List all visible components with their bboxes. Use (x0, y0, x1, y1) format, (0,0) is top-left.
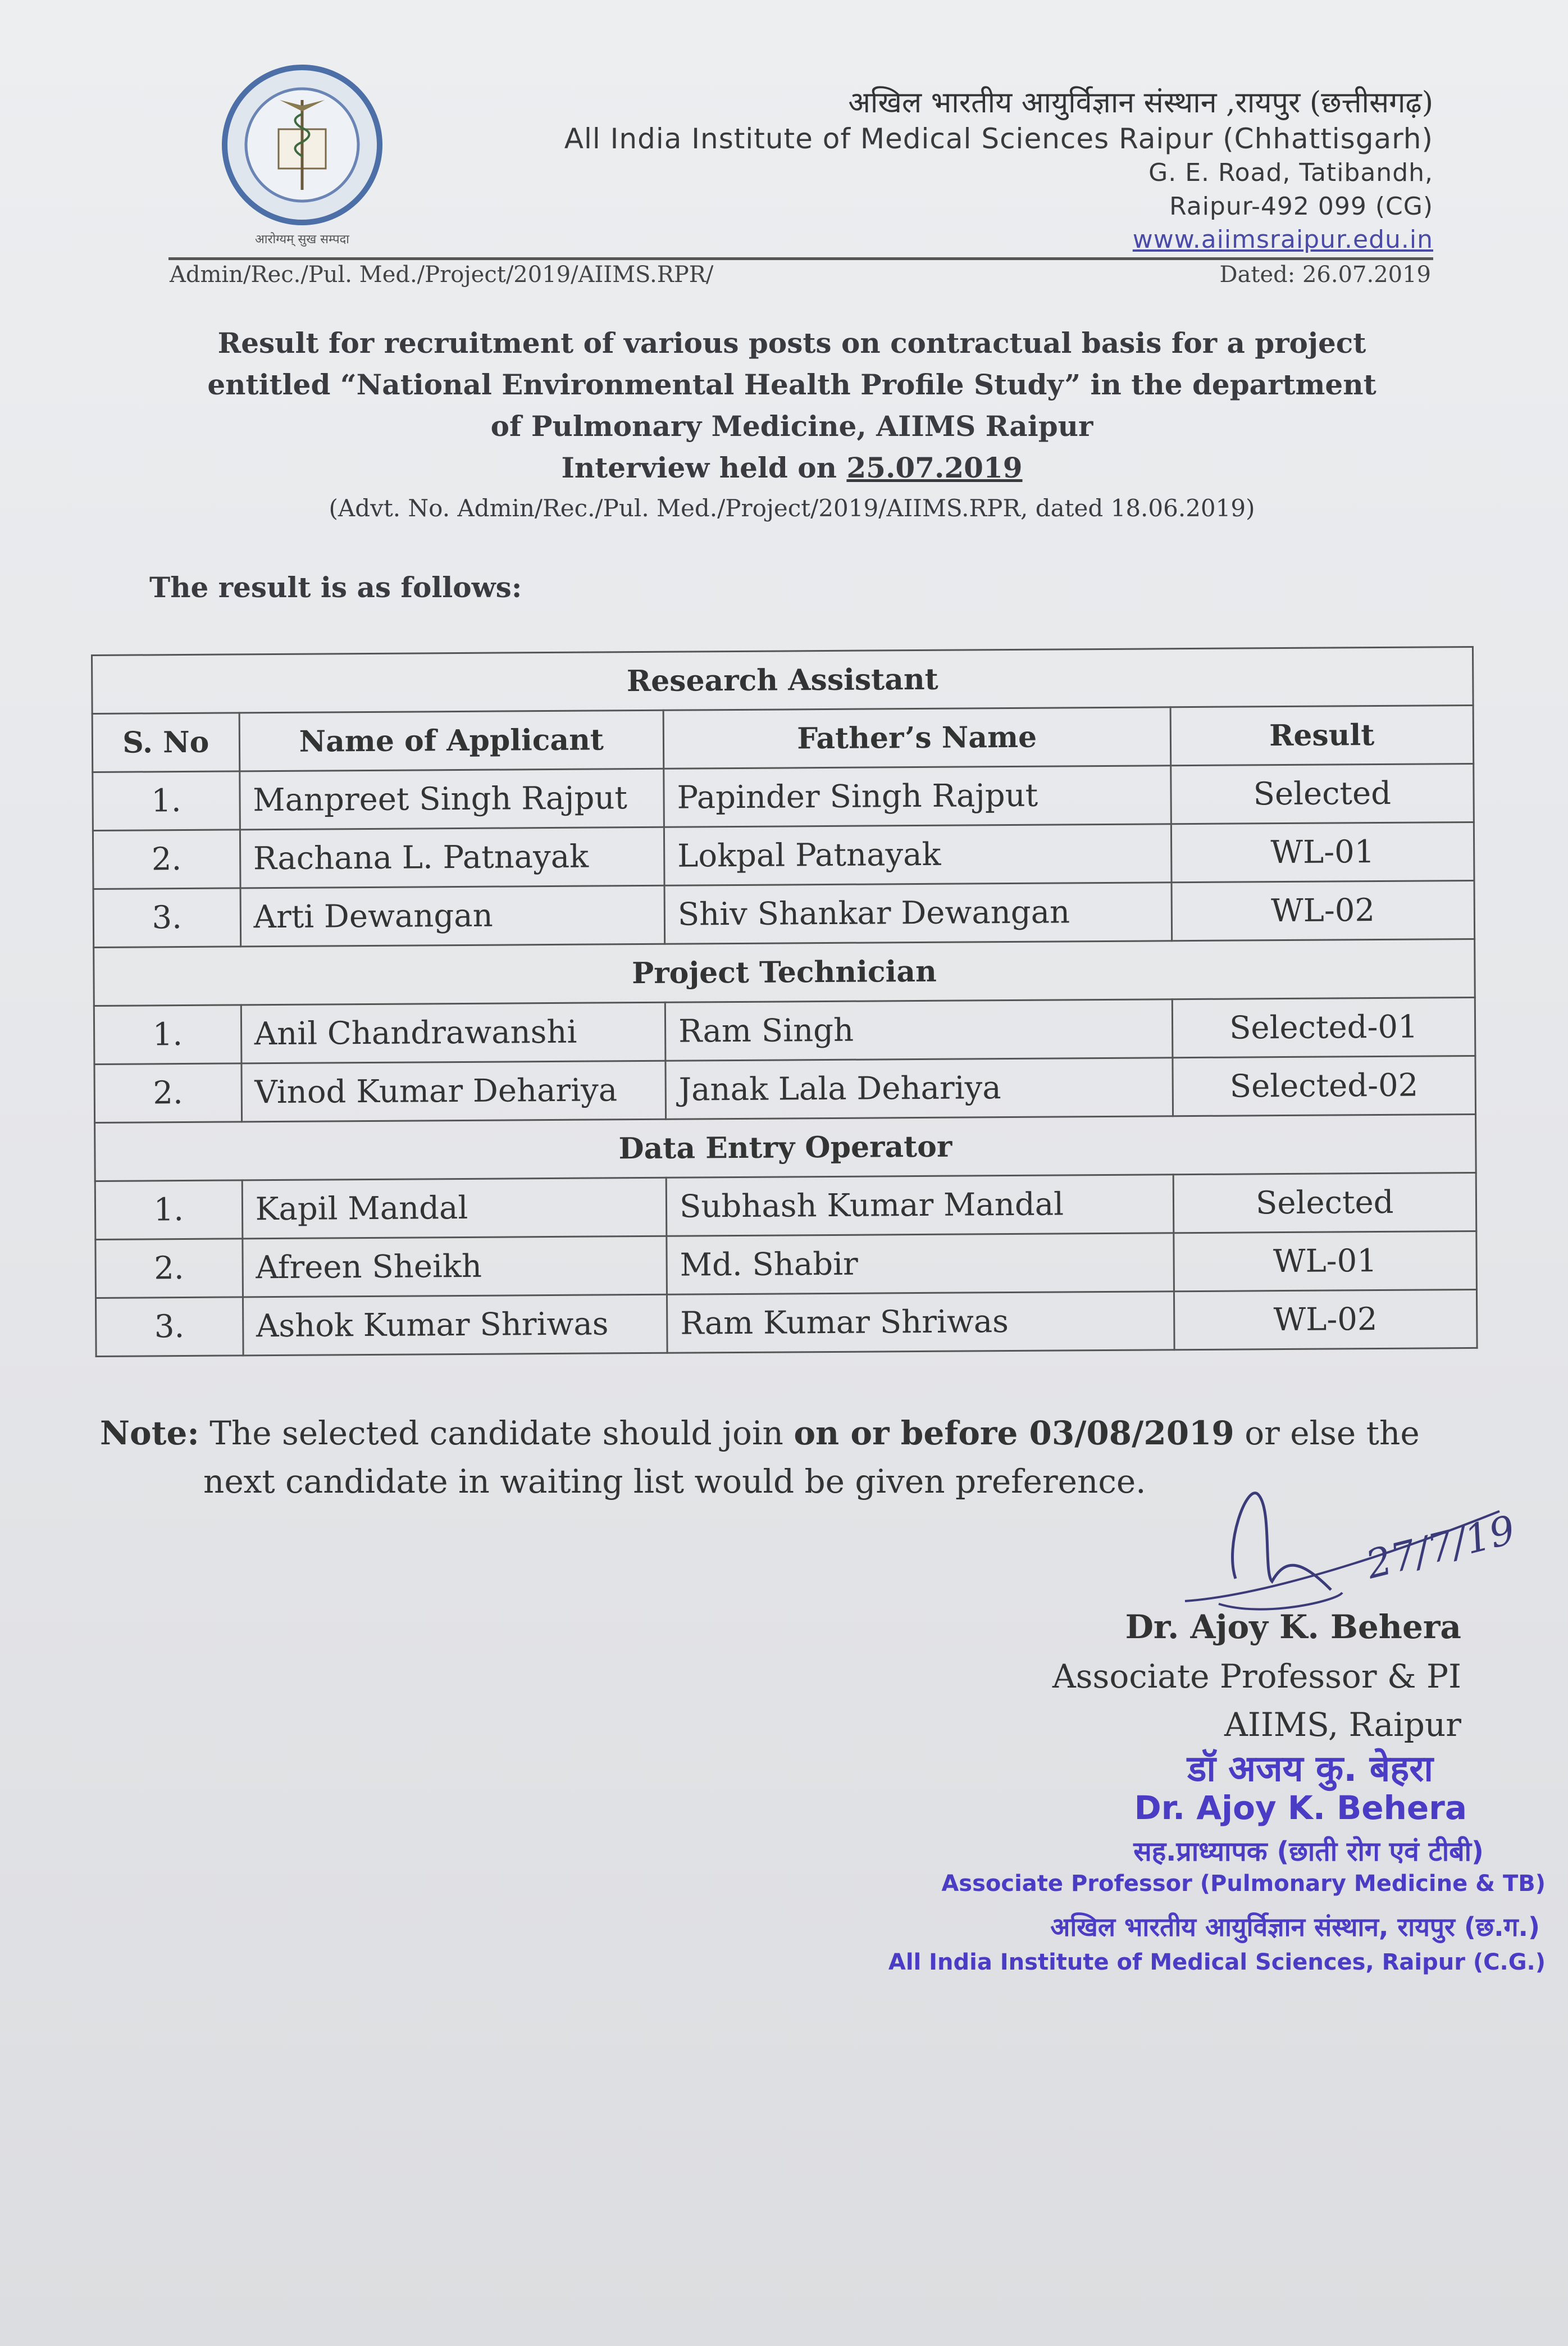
cell-sno: 2. (94, 1063, 241, 1123)
col-result: Result (1170, 705, 1474, 765)
cell-result: WL-02 (1172, 880, 1475, 940)
note-deadline: on or before 03/08/2019 (794, 1414, 1234, 1452)
column-header-row (92, 705, 1474, 772)
cell-sno: 1. (93, 771, 240, 831)
stamp-line-3: सह.प्राध्यापक (छाती रोग एवं टीबी) (1133, 1836, 1484, 1867)
table-row (93, 763, 1474, 830)
cell-result: Selected (1173, 1172, 1476, 1233)
cell-result: WL-01 (1171, 822, 1474, 882)
col-father: Father’s Name (663, 707, 1170, 769)
cell-result: Selected (1170, 763, 1474, 824)
cell-father: Lokpal Patnayak (664, 824, 1171, 886)
address-line-2: Raipur-492 099 (CG) (1169, 192, 1433, 221)
table-row (94, 1056, 1476, 1122)
table-row (95, 1231, 1477, 1298)
title-line-3: of Pulmonary Medicine, AIIMS Raipur (490, 410, 1093, 443)
cell-sno: 3. (95, 1297, 243, 1357)
note-line-2: next candidate in waiting list would be given preference. (203, 1462, 1146, 1501)
signature-date: 27/7/19 (1361, 1506, 1520, 1588)
result-intro: The result is as follows: (149, 571, 522, 604)
table-row (95, 1172, 1476, 1239)
signer-designation: Associate Professor & PI (1052, 1657, 1461, 1695)
section-header-row (92, 647, 1474, 713)
note-text-1: The selected candidate should join (199, 1414, 794, 1452)
logo-motto: आरोग्यम् सुख सम्पदा (255, 233, 349, 247)
interview-date: 25.07.2019 (846, 451, 1023, 484)
institute-name-hindi: अखिल भारतीय आयुर्विज्ञान संस्थान ,रायपुर (छत्तीसगढ़) (848, 86, 1433, 120)
table-row (95, 1289, 1477, 1356)
cell-applicant: Vinod Kumar Dehariya (241, 1061, 666, 1122)
cell-applicant: Kapil Mandal (242, 1177, 667, 1239)
cell-result: Selected-02 (1172, 1056, 1475, 1116)
aiims-logo (218, 61, 392, 252)
stamp-line-6: All India Institute of Medical Sciences, Raipur (C.G.) (888, 1949, 1546, 1975)
cell-sno: 3. (93, 888, 240, 948)
institute-name-english: All India Institute of Medical Sciences Raipur (Chhattisgarh) (564, 122, 1433, 155)
cell-father: Janak Lala Dehariya (666, 1058, 1173, 1120)
note-text-2: or else the (1234, 1414, 1420, 1452)
document-date: Dated: 26.07.2019 (1219, 262, 1431, 288)
signer-institute: AIIMS, Raipur (1224, 1706, 1461, 1744)
header-divider (168, 257, 1433, 260)
col-applicant: Name of Applicant (239, 710, 664, 771)
note-label: Note: (100, 1414, 199, 1452)
table-row (93, 880, 1475, 947)
stamp-line-1: डॉ अजय कु. बेहरा (1187, 1748, 1433, 1790)
cell-sno: 1. (95, 1180, 242, 1240)
interview-line (146, 447, 1438, 489)
cell-father: Ram Kumar Shriwas (667, 1292, 1174, 1353)
results-table (91, 646, 1478, 1357)
cell-applicant: Ashok Kumar Shriwas (243, 1294, 667, 1356)
cell-result: WL-02 (1174, 1289, 1477, 1349)
address-line-1: G. E. Road, Tatibandh, (1148, 158, 1433, 187)
signer-name: Dr. Ajoy K. Behera (1125, 1608, 1461, 1646)
cell-applicant: Anil Chandrawanshi (241, 1002, 666, 1063)
section-header-row (95, 1114, 1476, 1181)
cell-father: Shiv Shankar Dewangan (664, 883, 1172, 944)
cell-applicant: Manpreet Singh Rajput (239, 769, 664, 830)
section-project-technician: Project Technician (94, 939, 1475, 1006)
cell-applicant: Arti Dewangan (240, 885, 665, 947)
cell-father: Ram Singh (665, 999, 1172, 1061)
advertisement-reference: (Advt. No. Admin/Rec./Pul. Med./Project/2019/AIIMS.RPR, dated 18.06.2019) (329, 494, 1255, 522)
cell-result: WL-01 (1173, 1231, 1476, 1291)
cell-father: Subhash Kumar Mandal (666, 1175, 1173, 1236)
cell-result: Selected-01 (1172, 997, 1475, 1057)
cell-applicant: Afreen Sheikh (243, 1236, 667, 1297)
col-sno: S. No (92, 713, 239, 772)
reference-number: Admin/Rec./Pul. Med./Project/2019/AIIMS.RPR/ (170, 262, 714, 288)
section-data-entry-operator: Data Entry Operator (95, 1114, 1476, 1181)
stamp-line-5: अखिल भारतीय आयुर्विज्ञान संस्थान, रायपुर (छ.ग.) (1050, 1912, 1540, 1942)
interview-prefix: Interview held on (561, 451, 847, 484)
section-research-assistant: Research Assistant (92, 647, 1474, 713)
cell-sno: 2. (93, 830, 240, 889)
cell-sno: 1. (94, 1005, 241, 1065)
cell-father: Md. Shabir (667, 1233, 1174, 1295)
stamp-line-4: Associate Professor (Pulmonary Medicine & TB) (941, 1871, 1546, 1897)
handwritten-signature (1151, 1461, 1544, 1618)
cell-sno: 2. (95, 1239, 243, 1298)
cell-applicant: Rachana L. Patnayak (240, 827, 664, 888)
table-row (94, 997, 1475, 1064)
section-header-row (94, 939, 1475, 1006)
website-link[interactable]: www.aiimsraipur.edu.in (1132, 225, 1433, 254)
table-row (93, 822, 1474, 889)
title-line-2: entitled “National Environmental Health Profile Study” in the department (207, 368, 1376, 401)
institute-header (564, 84, 1433, 256)
cell-father: Papinder Singh Rajput (664, 766, 1171, 828)
title-line-1: Result for recruitment of various posts on contractual basis for a project (217, 326, 1366, 360)
stamp-line-2: Dr. Ajoy K. Behera (1134, 1789, 1467, 1827)
